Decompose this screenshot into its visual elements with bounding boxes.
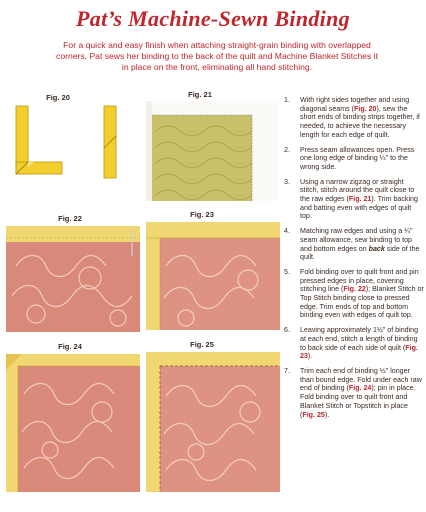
- fig-21-label: Fig. 21: [188, 90, 212, 99]
- step-3: [284, 178, 424, 222]
- fig-24-photo: [6, 354, 140, 492]
- fig-23-label: Fig. 23: [190, 210, 214, 219]
- step-5: [284, 268, 424, 320]
- page-title: Pat’s Machine-Sewn Binding: [76, 6, 350, 31]
- step-text: ).: [307, 352, 313, 361]
- step-number: 6.: [284, 326, 290, 335]
- step-text: Press seam allowances open. Press one long edge of binding ¼" to the wrong side.: [300, 145, 415, 171]
- fig-20-label: Fig. 20: [46, 93, 70, 102]
- fig-23-photo: [146, 222, 280, 330]
- emphasis-text: back: [368, 244, 385, 253]
- figure-reference: Fig. 22: [343, 285, 366, 294]
- step-text: Using a narrow zigzag or straight stitch, stitch around the quilt close to the raw edges (: [300, 177, 415, 204]
- figure-reference: Fig. 25: [302, 410, 325, 419]
- step-6: [284, 326, 424, 361]
- step-number: 3.: [284, 177, 290, 186]
- fig-22-photo: [6, 226, 140, 332]
- fig-22-label: Fig. 22: [58, 214, 82, 223]
- figure-reference: Fig. 24: [348, 384, 372, 393]
- step-4: [284, 227, 424, 262]
- intro-text: For a quick and easy finish when attaching straight-grain binding with overlapped corners, Pat sews her binding to the back of the quilt and Machine Blanket Stitches it in place on the front, eliminating all hand stitching.: [56, 40, 378, 72]
- step-text: Trim each end of binding ½" longer than bound edge. Fold under each raw end of binding (: [300, 366, 422, 393]
- fig-25-photo: [146, 352, 280, 492]
- step-text: Fold binding over to quilt front and pin pressed edges in place, covering stitching line (: [300, 267, 419, 294]
- fig-20-diagram: [10, 104, 130, 184]
- figure-reference: Fig. 20: [354, 104, 377, 113]
- step-number: 4.: [284, 227, 290, 236]
- step-text: side of the quilt.: [300, 244, 420, 262]
- step-1: [284, 96, 424, 140]
- step-text: ); pin in place. Fold binding over to quilt front and Blanket Stitch or Topstitch in place (: [300, 384, 416, 419]
- fig-25-label: Fig. 25: [190, 340, 214, 349]
- step-number: 1.: [284, 96, 290, 104]
- fig-21-photo: [146, 101, 278, 201]
- step-text: ); Blanket Stitch or Top Stitch binding close to pressed edge. Trim ends of top and bottom binding even with edges of quilt top.: [300, 285, 424, 320]
- step-text: Matching raw edges and using a ¼" seam allowance, sew binding to top and bottom edges on: [300, 227, 413, 253]
- step-7: [284, 367, 424, 419]
- figure-reference: Fig. 23: [300, 343, 418, 361]
- step-text: ).: [324, 410, 330, 419]
- step-text: Leaving approximately 1½" of binding at each end, stitch a length of binding to back side of each side of quilt (: [300, 326, 419, 352]
- step-text: ), sew the short ends of binding strips together, if needed, to achieve the necessary length for each edge of quilt.: [300, 104, 420, 139]
- step-text: With right sides together and using diagonal seams (: [300, 96, 410, 113]
- figure-reference: Fig. 21: [348, 195, 372, 204]
- step-number: 7.: [284, 366, 290, 375]
- step-number: 5.: [284, 267, 290, 276]
- step-number: 2.: [284, 145, 290, 154]
- step-text: ). Trim backing and batting even with edges of quilt top.: [300, 195, 418, 221]
- step-2: [284, 146, 424, 172]
- instruction-steps: [284, 96, 424, 425]
- fig-24-label: Fig. 24: [58, 342, 82, 351]
